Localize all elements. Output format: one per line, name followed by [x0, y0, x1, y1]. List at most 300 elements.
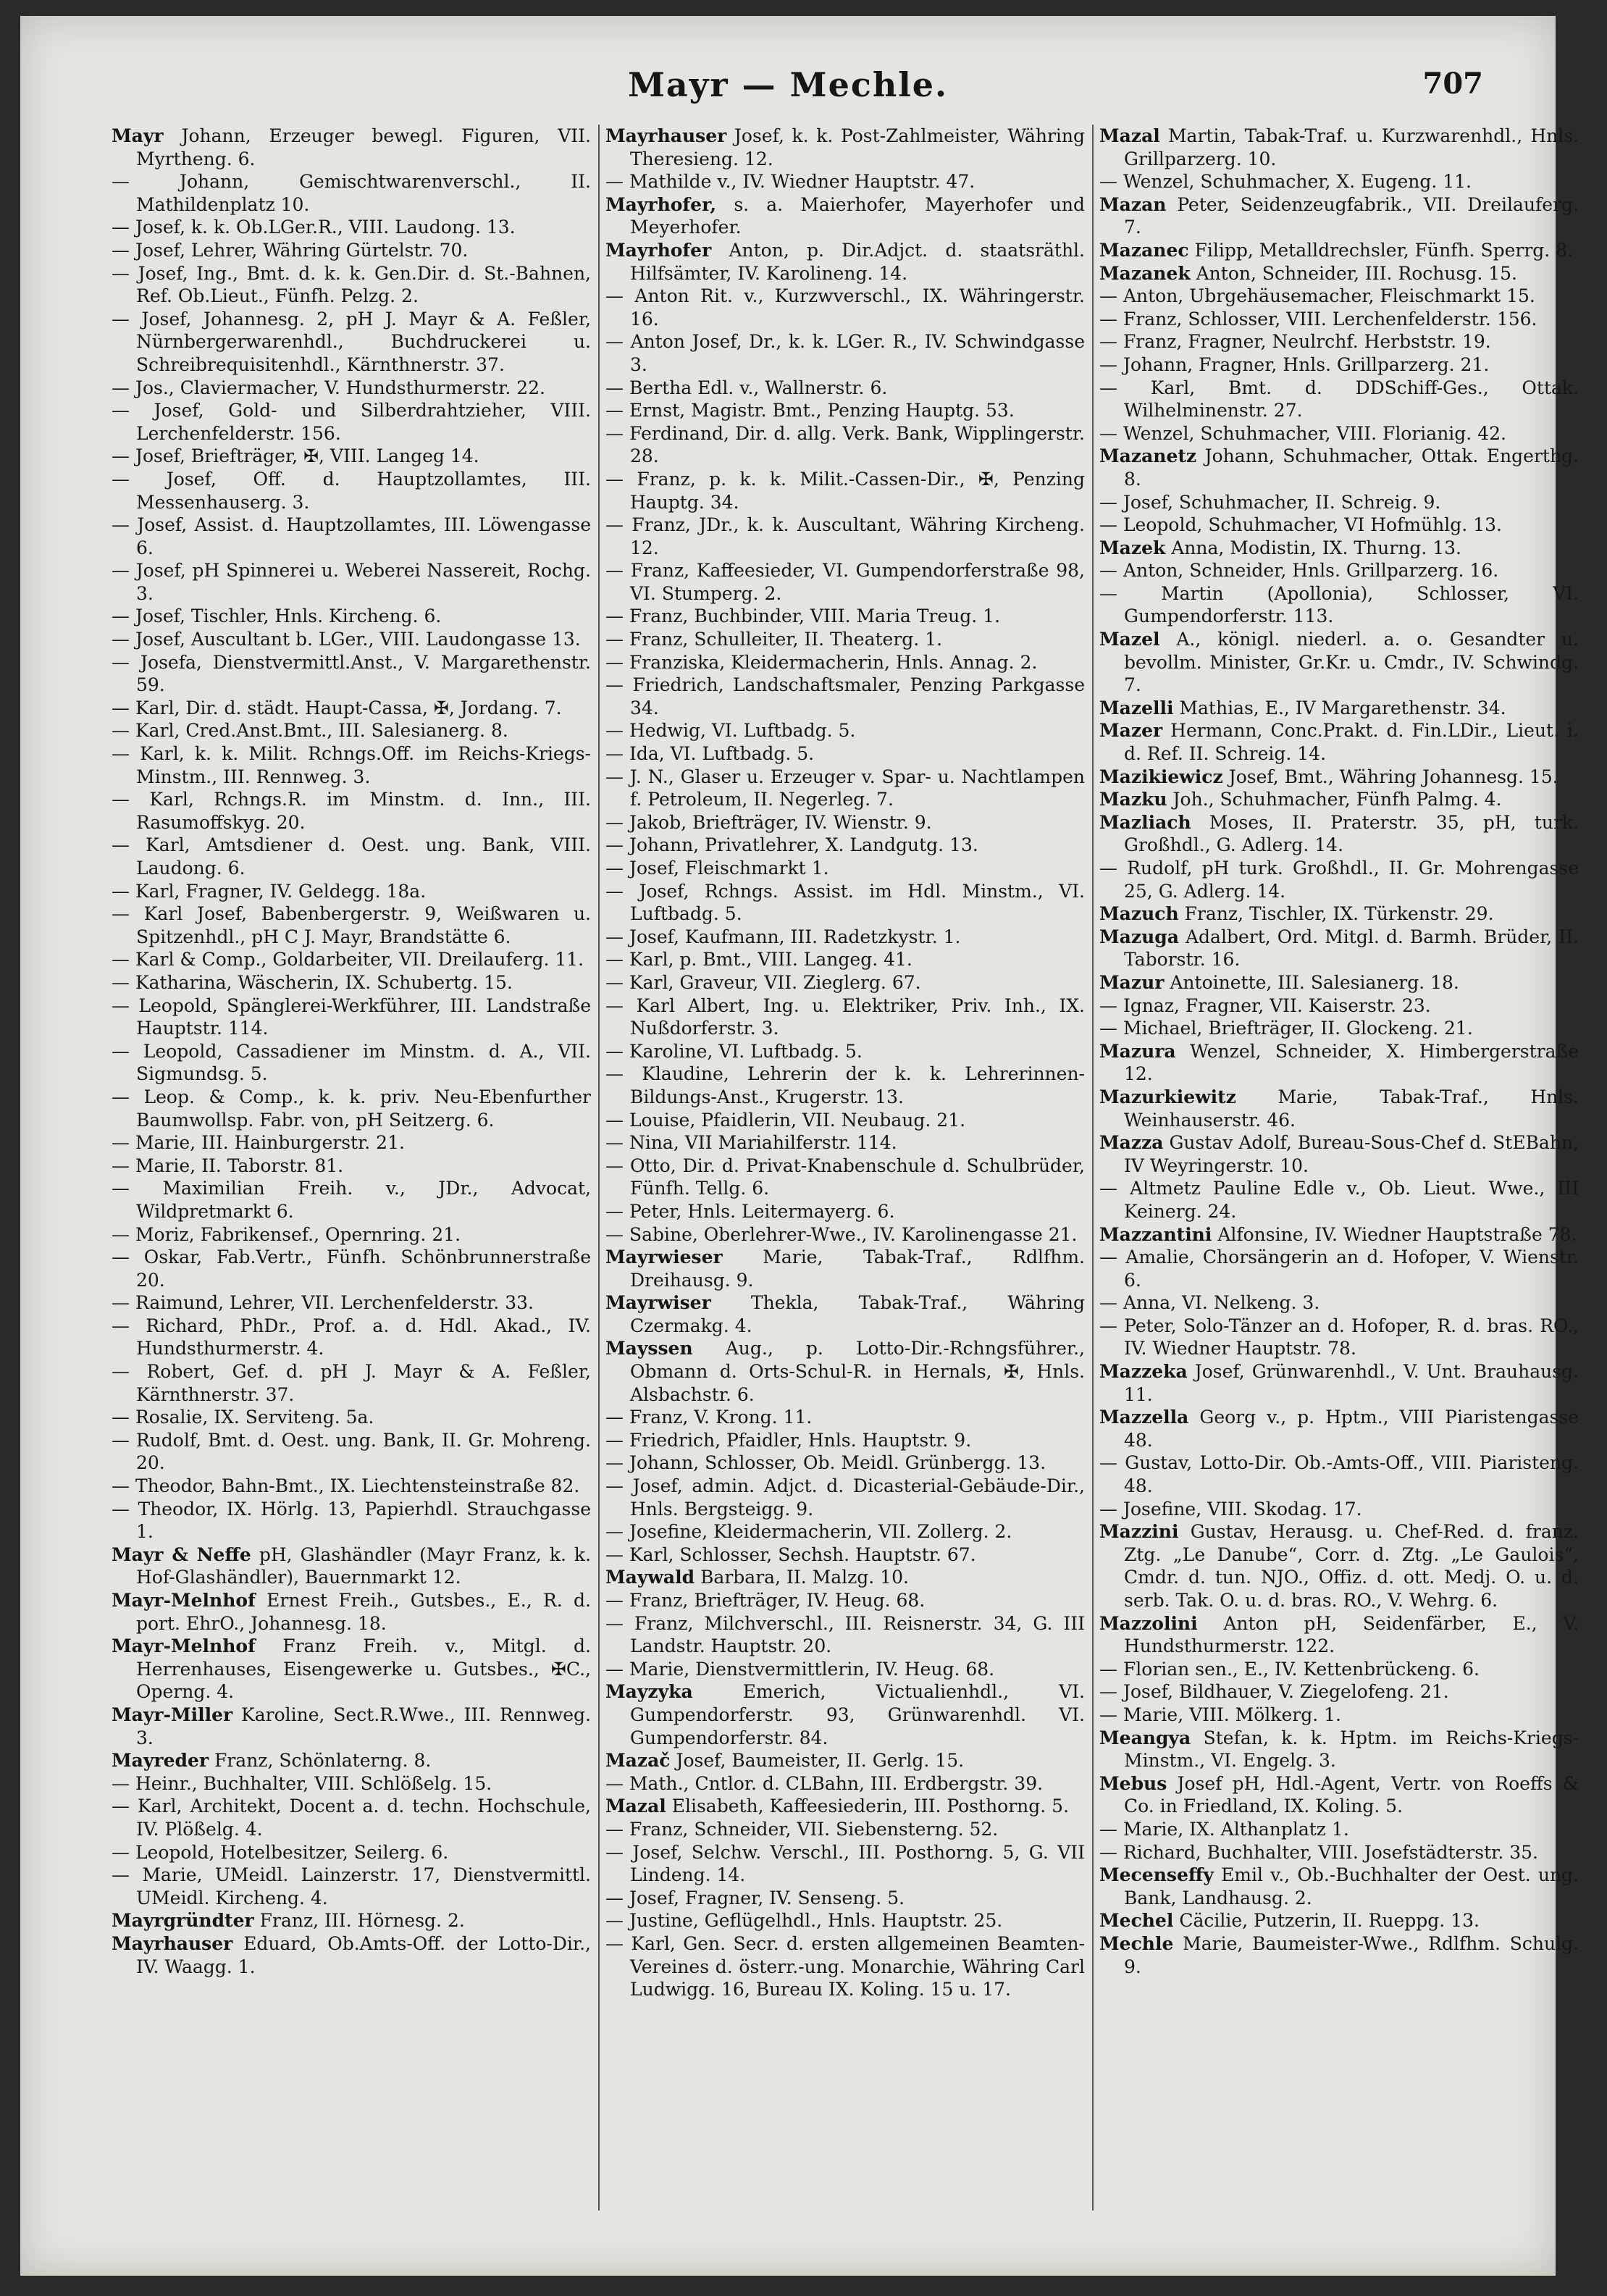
- entry-details: Anton pH, Seidenfärber, E., V. Hundsthurmerstr. 122.: [1124, 1612, 1579, 1657]
- directory-entry: [1099, 1246, 1579, 1291]
- directory-entry: [1099, 170, 1579, 193]
- entry-surname: Mayreder: [112, 1750, 209, 1772]
- entry-details: — Franz, Schulleiter, II. Theaterg. 1.: [605, 629, 943, 650]
- entry-surname: Mazura: [1099, 1040, 1176, 1062]
- directory-entry: [1099, 1520, 1579, 1612]
- entry-details: — Karl Josef, Babenbergerstr. 9, Weißwaren u. Spitzenhdl., pH C J. Mayr, Brandstätte 6.: [112, 903, 591, 947]
- entry-details: Anna, Modistin, IX. Thurng. 13.: [1171, 537, 1461, 558]
- entry-details: — Moriz, Fabrikensef., Opernring. 21.: [112, 1223, 461, 1245]
- directory-entry: [1099, 330, 1579, 353]
- directory-entry: [1099, 1451, 1579, 1497]
- entry-surname: Mazal: [1099, 125, 1160, 146]
- entry-details: Peter, Seidenzeugfabrik., VII. Dreilauferg. 7.: [1124, 193, 1579, 238]
- directory-entry: [112, 1223, 591, 1247]
- entry-details: — Anton Josef, Dr., k. k. LGer. R., IV. Schwindgasse 3.: [605, 331, 1085, 375]
- directory-entry: [1099, 1131, 1579, 1177]
- entry-details: — Josefine, VIII. Skodag. 17.: [1099, 1498, 1362, 1520]
- entry-details: — Josef, Off. d. Hauptzollamtes, III. Messenhauserg. 3.: [112, 468, 591, 513]
- entry-surname: Mazanetz: [1099, 445, 1197, 467]
- entry-details: — Josef, Kaufmann, III. Radetzkystr. 1.: [605, 926, 961, 947]
- entry-details: — Franz, p. k. k. Milit.-Cassen-Dir., ✠, Penzing Hauptg. 34.: [605, 468, 1085, 513]
- entry-surname: Mayrgründter: [112, 1910, 254, 1932]
- entry-details: — Maximilian Freih. v., JDr., Advocat, Wildpretmarkt 6.: [112, 1178, 591, 1222]
- directory-entry: [605, 193, 1085, 239]
- entry-details: — Josef, Fleischmarkt 1.: [605, 858, 829, 879]
- directory-entry: [1099, 1932, 1579, 1978]
- directory-entry: [112, 628, 591, 651]
- entry-details: — Franziska, Kleidermacherin, Hnls. Annag. 2.: [605, 651, 1038, 673]
- entry-surname: Mazurkiewitz: [1099, 1086, 1236, 1107]
- entry-surname: Mayssen: [605, 1338, 693, 1359]
- entry-details: — Karl, k. k. Milit. Rchngs.Off. im Reichs-Kriegs-Minstm., III. Rennweg. 3.: [112, 743, 591, 787]
- directory-entry: [112, 902, 591, 948]
- directory-entry: [1099, 811, 1579, 857]
- directory-entry: [1099, 1612, 1579, 1658]
- directory-entry: [1099, 537, 1579, 560]
- entry-surname: Mazel: [1099, 629, 1160, 650]
- entry-surname: Mazzeka: [1099, 1361, 1188, 1383]
- directory-entry: [1099, 422, 1579, 445]
- entry-surname: Mazuga: [1099, 926, 1179, 947]
- entry-surname: Mechel: [1099, 1910, 1174, 1932]
- directory-entry: [1099, 1772, 1579, 1818]
- directory-entry: [605, 1475, 1085, 1520]
- entry-details: — Josef, Tischler, Hnls. Kircheng. 6.: [112, 606, 442, 627]
- directory-entry: [112, 1543, 591, 1589]
- directory-entry: [605, 125, 1085, 170]
- directory-entry: [605, 1772, 1085, 1796]
- entry-surname: Mayrhauser: [112, 1932, 233, 1954]
- entry-details: — Josef, Fragner, IV. Senseng. 5.: [605, 1887, 905, 1909]
- directory-entry: [112, 1429, 591, 1475]
- entry-details: — Wenzel, Schuhmacher, X. Eugeng. 11.: [1099, 171, 1472, 193]
- directory-entry: [1099, 1040, 1579, 1086]
- directory-entry: [1099, 559, 1579, 582]
- directory-entry: [1099, 1017, 1579, 1040]
- entry-details: — Marie, VIII. Mölkerg. 1.: [1099, 1704, 1341, 1725]
- entry-surname: Mazku: [1099, 789, 1167, 810]
- entry-details: — Katharina, Wäscherin, IX. Schubertg. 15.: [112, 971, 513, 993]
- directory-entry: [1099, 1086, 1579, 1131]
- directory-entry: [1099, 697, 1579, 720]
- entry-details: — Karoline, VI. Luftbadg. 5.: [605, 1040, 863, 1062]
- directory-entry: [605, 742, 1085, 766]
- entry-surname: Mayr-Melnhof: [112, 1635, 256, 1657]
- directory-entry: [605, 1429, 1085, 1452]
- entry-details: — Franz, Kaffeesieder, VI. Gumpendorferstraße 98, VI. Stumperg. 2.: [605, 560, 1085, 604]
- entry-details: — Anton, Schneider, Hnls. Grillparzerg. 16.: [1099, 560, 1499, 582]
- directory-entry: [1099, 1841, 1579, 1864]
- entry-details: — Richard, Buchhalter, VIII. Josefstädterstr. 35.: [1099, 1841, 1538, 1863]
- entry-details: — Rudolf, Bmt. d. Oest. ung. Bank, II. Gr. Mohreng. 20.: [112, 1429, 591, 1474]
- directory-entry: [112, 834, 591, 879]
- entry-details: — Otto, Dir. d. Privat-Knabenschule d. Schulbrüder, Fünfh. Tellg. 6.: [605, 1155, 1085, 1199]
- directory-entry: [605, 926, 1085, 949]
- directory-entry: [112, 1040, 591, 1086]
- directory-entry: [112, 1635, 591, 1704]
- directory-entry: [112, 170, 591, 216]
- entry-details: — Ignaz, Fragner, VII. Kaiserstr. 23.: [1099, 994, 1431, 1016]
- entry-details: Cäcilie, Putzerin, II. Rueppg. 13.: [1179, 1910, 1480, 1932]
- entry-details: — Josef, Lehrer, Währing Gürtelstr. 70.: [112, 239, 469, 261]
- entry-details: Anton, Schneider, III. Rochusg. 15.: [1196, 262, 1517, 284]
- entry-details: Wenzel, Schneider, X. Himbergerstraße 12.: [1124, 1040, 1579, 1085]
- directory-entry: [112, 788, 591, 834]
- column-divider: [1092, 125, 1094, 2211]
- entry-surname: Mecenseffy: [1099, 1864, 1214, 1886]
- entry-details: Josef, k. k. Post-Zahlmeister, Währing Theresieng. 12.: [630, 125, 1085, 169]
- entry-details: Gustav Adolf, Bureau-Sous-Chef d. StEBahn, IV Weyringerstr. 10.: [1124, 1132, 1579, 1176]
- entry-details: Josef, Baumeister, II. Gerlg. 15.: [676, 1750, 965, 1772]
- directory-entry: [1099, 193, 1579, 239]
- directory-entry: [605, 1451, 1085, 1475]
- directory-entry: [112, 514, 591, 559]
- entry-details: — Rudolf, pH turk. Großhdl., II. Gr. Mohrengasse 25, G. Adlerg. 14.: [1099, 858, 1579, 902]
- directory-entry: [605, 857, 1085, 880]
- directory-entry: [112, 1246, 591, 1291]
- entry-details: — Karl, Architekt, Docent a. d. techn. Hochschule, IV. Plößelg. 4.: [112, 1796, 591, 1840]
- entry-details: — Franz, Schneider, VII. Siebensterng. 52.: [605, 1818, 999, 1840]
- entry-surname: Mazuch: [1099, 903, 1179, 925]
- entry-details: — Wenzel, Schuhmacher, VIII. Florianig. 42.: [1099, 422, 1506, 444]
- directory-entry: [605, 1040, 1085, 1063]
- entry-details: — Karl, Dir. d. städt. Haupt-Cassa, ✠, Jordang. 7.: [112, 697, 562, 718]
- entry-details: — Leop. & Comp., k. k. priv. Neu-Ebenfurther Baumwollsp. Fabr. von, pH Seitzerg. 6.: [112, 1086, 591, 1131]
- entry-details: — Michael, Briefträger, II. Glockeng. 21.: [1099, 1018, 1473, 1039]
- entry-surname: Mayrwiser: [605, 1292, 711, 1314]
- directory-entry: [112, 971, 591, 994]
- entry-details: s. a. Maierhofer, Mayerhofer und Meyerhofer.: [630, 193, 1085, 238]
- entry-surname: Mazzolini: [1099, 1612, 1198, 1634]
- entry-surname: Mazikiewicz: [1099, 766, 1223, 787]
- entry-details: Mathias, E., IV Margarethenstr. 34.: [1179, 697, 1506, 718]
- entry-details: — Josef, Ing., Bmt. d. k. k. Gen.Dir. d. St.-Bahnen, Ref. Ob.Lieut., Fünfh. Pelzg. 2.: [112, 262, 591, 307]
- entry-details: — Marie, IX. Althanplatz 1.: [1099, 1818, 1349, 1840]
- entry-details: — Gustav, Lotto-Dir. Ob.-Amts-Off., VIII. Piaristeng. 48.: [1099, 1452, 1579, 1497]
- directory-entry: [1099, 1315, 1579, 1360]
- entry-details: — Karl, Fragner, IV. Geldegg. 18a.: [112, 880, 427, 902]
- directory-entry: [112, 239, 591, 262]
- entry-surname: Mazzini: [1099, 1521, 1179, 1543]
- directory-entry: [605, 1406, 1085, 1429]
- directory-entry: [1099, 377, 1579, 422]
- entry-details: — Bertha Edl. v., Wallnerstr. 6.: [605, 377, 888, 398]
- directory-entry: [605, 628, 1085, 651]
- entry-details: Marie, Tabak-Traf., Rdlfhm. Dreihausg. 9.: [630, 1247, 1085, 1291]
- directory-entry: [112, 719, 591, 742]
- entry-details: — Marie, III. Hainburgerstr. 21.: [112, 1132, 405, 1154]
- entry-details: — Karl, Gen. Secr. d. ersten allgemeinen Beamten-Vereines d. österr.-ung. Monarchie, Währing Carl Ludwigg. 16, Bureau IX. Koling. 15 u. 17.: [605, 1932, 1085, 2000]
- entry-details: — Oskar, Fab.Vertr., Fünfh. Schönbrunnerstraße 20.: [112, 1247, 591, 1291]
- directory-entry: [605, 1818, 1085, 1841]
- entry-details: Thekla, Tabak-Traf., Währing Czermakg. 4.: [630, 1292, 1085, 1336]
- directory-entry: [1099, 1680, 1579, 1704]
- entry-details: — Amalie, Chorsängerin an d. Hofoper, V. Wienstr. 6.: [1099, 1247, 1579, 1291]
- entry-details: — Josef, Auscultant b. LGer., VIII. Laudongasse 13.: [112, 629, 581, 650]
- directory-entry: [1099, 788, 1579, 811]
- entry-details: — Karl, Cred.Anst.Bmt., III. Salesianerg. 8.: [112, 720, 508, 742]
- directory-entry: [605, 1658, 1085, 1681]
- entry-details: Franz, Tischler, IX. Türkenstr. 29.: [1184, 903, 1494, 925]
- directory-entry: [112, 377, 591, 400]
- entry-details: Josef, Bmt., Währing Johannesg. 15.: [1228, 766, 1558, 787]
- entry-details: Emerich, Victualienhdl., VI. Gumpendorferstr. 93, Grünwarenhdl. VI. Gumpendorferstr. 84.: [630, 1681, 1085, 1748]
- directory-entry: [605, 330, 1085, 376]
- entry-surname: Mayr-Melnhof: [112, 1590, 256, 1611]
- entry-surname: Mechle: [1099, 1932, 1174, 1954]
- entry-surname: Mayr: [112, 125, 164, 146]
- directory-entry: [112, 1498, 591, 1543]
- entry-details: — Marie, Dienstvermittlerin, IV. Heug. 68.: [605, 1658, 995, 1680]
- directory-entry: [112, 1315, 591, 1360]
- entry-details: — Marie, UMeidl. Lainzerstr. 17, Dienstvermittl. UMeidl. Kircheng. 4.: [112, 1864, 591, 1909]
- entry-details: Josef pH, Hdl.-Agent, Vertr. von Roeffs & Co. in Friedland, IX. Koling. 5.: [1124, 1772, 1579, 1817]
- entry-details: — Anton Rit. v., Kurzwverschl., IX. Währingerstr. 16.: [605, 285, 1085, 330]
- directory-entry: [605, 170, 1085, 193]
- directory-entry: [112, 216, 591, 239]
- entry-details: — Sabine, Oberlehrer-Wwe., IV. Karolinengasse 21.: [605, 1223, 1078, 1245]
- directory-entry: [605, 1909, 1085, 1932]
- entry-details: — Mathilde v., IV. Wiedner Hauptstr. 47.: [605, 171, 975, 193]
- directory-entry: [605, 994, 1085, 1040]
- entry-details: — Rosalie, IX. Serviteng. 5a.: [112, 1407, 374, 1428]
- entry-details: — Johann, Gemischtwarenverschl., II. Mathildenplatz 10.: [112, 171, 591, 215]
- entry-details: Stefan, k. k. Hptm. im Reichs-Kriegs-Minstm., VI. Engelg. 3.: [1124, 1727, 1579, 1772]
- directory-entry: [1099, 902, 1579, 926]
- column-divider: [598, 125, 600, 2211]
- directory-entry: [1099, 514, 1579, 537]
- entry-details: — Karl & Comp., Goldarbeiter, VII. Dreilauferg. 11.: [112, 949, 584, 971]
- entry-details: Marie, Baumeister-Wwe., Rdlfhm. Schulg. 9.: [1124, 1932, 1579, 1977]
- entry-details: Elisabeth, Kaffeesiederin, III. Posthorng. 5.: [671, 1796, 1070, 1817]
- directory-entry: [1099, 285, 1579, 308]
- entry-details: — Anna, VI. Nelkeng. 3.: [1099, 1292, 1320, 1314]
- entry-details: — Josef, Gold- und Silberdrahtzieher, VIII. Lerchenfelderstr. 156.: [112, 400, 591, 444]
- directory-entry: [605, 1887, 1085, 1910]
- page-header-title: Mayr — Mechle.: [627, 65, 949, 104]
- directory-entry: [112, 1795, 591, 1840]
- entry-details: — Anton, Ubrgehäusemacher, Fleischmarkt 15.: [1099, 285, 1535, 307]
- directory-entry: [605, 377, 1085, 400]
- directory-entry: [1099, 1360, 1579, 1406]
- directory-entry: [1099, 1223, 1579, 1247]
- entry-details: — Ernst, Magistr. Bmt., Penzing Hauptg. 53.: [605, 400, 1015, 422]
- entry-details: — Ferdinand, Dir. d. allg. Verk. Bank, Wipplingerstr. 28.: [605, 422, 1085, 467]
- directory-entry: [605, 514, 1085, 559]
- entry-details: Aug., p. Lotto-Dir.-Rchngsführer., Obmann d. Orts-Schul-R. in Hernals, ✠, Hnls. Alsbachstr. 6.: [630, 1338, 1085, 1405]
- entry-details: — Josef, Briefträger, ✠, VIII. Langeg 14.: [112, 445, 479, 467]
- entry-details: — Franz, Briefträger, IV. Heug. 68.: [605, 1590, 926, 1611]
- entry-details: — Johann, Fragner, Hnls. Grillparzerg. 21.: [1099, 353, 1490, 375]
- entry-details: Karoline, Sect.R.Wwe., III. Rennweg. 3.: [136, 1704, 591, 1748]
- directory-entry: [112, 1864, 591, 1909]
- entry-surname: Mazzella: [1099, 1407, 1189, 1428]
- entry-details: — Leopold, Spänglerei-Werkführer, III. Landstraße Hauptstr. 114.: [112, 994, 591, 1039]
- entry-details: — Karl, Rchngs.R. im Minstm. d. Inn., III. Rasumoffskyg. 20.: [112, 789, 591, 833]
- entry-details: — Theodor, IX. Hörlg. 13, Papierhdl. Strauchgasse 1.: [112, 1498, 591, 1543]
- directory-entry: [112, 1932, 591, 1978]
- entry-details: — Altmetz Pauline Edle v., Ob. Lieut. Wwe., III Keinerg. 24.: [1099, 1178, 1579, 1222]
- directory-entry: [605, 1543, 1085, 1567]
- directory-entry: [1099, 926, 1579, 971]
- entry-surname: Mayzyka: [605, 1681, 693, 1703]
- directory-entry: [1099, 239, 1579, 262]
- entry-details: — Karl, Graveur, VII. Zieglerg. 67.: [605, 971, 921, 993]
- entry-details: — Franz, Schlosser, VIII. Lerchenfelderstr. 156.: [1099, 308, 1537, 330]
- page-number: 707: [1422, 67, 1483, 101]
- entry-details: — Leopold, Hotelbesitzer, Seilerg. 6.: [112, 1841, 449, 1863]
- entry-details: Franz, III. Hörnesg. 2.: [259, 1910, 465, 1932]
- entry-details: — Louise, Pfaidlerin, VII. Neubaug. 21.: [605, 1109, 966, 1131]
- directory-entry: [605, 1223, 1085, 1247]
- entry-details: — Franz, V. Krong. 11.: [605, 1407, 813, 1428]
- directory-entry: [605, 399, 1085, 422]
- entry-surname: Mayr & Neffe: [112, 1543, 251, 1565]
- entry-surname: Mazza: [1099, 1132, 1164, 1154]
- directory-entry: [112, 262, 591, 308]
- directory-entry: [1099, 1864, 1579, 1909]
- entry-details: — Justine, Geflügelhdl., Hnls. Hauptstr. 25.: [605, 1910, 1003, 1932]
- entry-details: — J. N., Glaser u. Erzeuger v. Spar- u. Nachtlampen f. Petroleum, II. Negerleg. 7.: [605, 766, 1085, 810]
- entry-surname: Mazanek: [1099, 262, 1191, 284]
- directory-entry: [112, 1406, 591, 1429]
- entry-details: — Richard, PhDr., Prof. a. d. Hdl. Akad., IV. Hundsthurmerstr. 4.: [112, 1315, 591, 1359]
- directory-entry: [1099, 491, 1579, 514]
- directory-entry: [112, 651, 591, 697]
- directory-entry: [112, 1841, 591, 1864]
- entry-details: Marie, Tabak-Traf., Hnls. Weinhauserstr. 46.: [1124, 1086, 1579, 1131]
- entry-details: — Ida, VI. Luftbadg. 5.: [605, 743, 815, 765]
- entry-details: — Franz, Milchverschl., III. Reisnerstr. 34, G. III Landstr. Hauptstr. 20.: [605, 1612, 1085, 1657]
- directory-entry: [605, 1680, 1085, 1749]
- entry-details: Moses, II. Praterstr. 35, pH, turk. Großhdl., G. Adlerg. 14.: [1124, 811, 1579, 856]
- directory-entry: [112, 1177, 591, 1223]
- entry-details: Alfonsine, IV. Wiedner Hauptstraße 78.: [1217, 1223, 1577, 1245]
- entry-details: — Josef, Schuhmacher, II. Schreig. 9.: [1099, 491, 1441, 513]
- entry-surname: Maywald: [605, 1567, 695, 1588]
- entry-details: — Karl, Bmt. d. DDSchiff-Ges., Ottak. Wilhelminenstr. 27.: [1099, 377, 1579, 422]
- entry-details: Franz, Schönlaterng. 8.: [214, 1750, 432, 1772]
- directory-entry: [1099, 262, 1579, 285]
- entry-details: Johann, Erzeuger bewegl. Figuren, VII. Myrtheng. 6.: [136, 125, 591, 169]
- entry-details: Johann, Schuhmacher, Ottak. Engerthg. 8.: [1124, 445, 1579, 490]
- entry-details: — Hedwig, VI. Luftbadg. 5.: [605, 720, 856, 742]
- directory-entry: [112, 697, 591, 720]
- directory-page: [20, 16, 1579, 2276]
- entry-details: — Franz, Buchbinder, VIII. Maria Treug. 1.: [605, 606, 1001, 627]
- directory-entry: [605, 1337, 1085, 1406]
- entry-details: Joh., Schuhmacher, Fünfh Palmg. 4.: [1172, 789, 1502, 810]
- directory-column-3: [1099, 125, 1579, 2211]
- directory-entry: [605, 1131, 1085, 1155]
- entry-surname: Mazač: [605, 1750, 671, 1772]
- entry-details: Martin, Tabak-Traf. u. Kurzwarenhdl., Hnls. Grillparzerg. 10.: [1124, 125, 1579, 169]
- entry-details: — Johann, Privatlehrer, X. Landgutg. 13.: [605, 834, 978, 856]
- directory-entry: [605, 811, 1085, 834]
- directory-entry: [1099, 1406, 1579, 1451]
- entry-details: — Jakob, Briefträger, IV. Wienstr. 9.: [605, 811, 932, 833]
- directory-entry: [1099, 628, 1579, 697]
- entry-details: — Math., Cntlor. d. CLBahn, III. Erdbergstr. 39.: [605, 1772, 1044, 1794]
- entry-details: — Josef, pH Spinnerei u. Weberei Nassereit, Rochg. 3.: [112, 560, 591, 604]
- entry-details: Georg v., p. Hptm., VIII Piaristengasse 48.: [1124, 1407, 1579, 1451]
- entry-surname: Meangya: [1099, 1727, 1191, 1748]
- entry-details: — Leopold, Cassadiener im Minstm. d. A., VII. Sigmundsg. 5.: [112, 1040, 591, 1085]
- entry-details: — Marie, II. Taborstr. 81.: [112, 1155, 344, 1176]
- directory-entry: [605, 971, 1085, 994]
- entry-details: — Josef, admin. Adjct. d. Dicasterial-Gebäude-Dir., Hnls. Bergsteigg. 9.: [605, 1475, 1085, 1520]
- entry-details: — Josef, Assist. d. Hauptzollamtes, III. Löwengasse 6.: [112, 514, 591, 558]
- directory-entry: [112, 1131, 591, 1155]
- directory-entry: [1099, 1177, 1579, 1223]
- directory-entry: [605, 1841, 1085, 1887]
- entry-details: Hermann, Conc.Prakt. d. Fin.LDir., Lieut. i. d. Ref. II. Schreig. 14.: [1124, 720, 1579, 765]
- entry-surname: Mazur: [1099, 971, 1165, 993]
- directory-entry: [605, 285, 1085, 330]
- directory-entry: [605, 468, 1085, 514]
- directory-entry: [1099, 1498, 1579, 1521]
- entry-details: Barbara, II. Malzg. 10.: [700, 1567, 909, 1588]
- entry-details: — Friedrich, Landschaftsmaler, Penzing Parkgasse 34.: [605, 674, 1085, 718]
- entry-surname: Mazliach: [1099, 811, 1191, 833]
- directory-entry: [1099, 857, 1579, 902]
- entry-details: — Johann, Schlosser, Ob. Meidl. Grünbergg. 13.: [605, 1452, 1046, 1474]
- entry-details: — Karl, p. Bmt., VIII. Langeg. 41.: [605, 949, 912, 971]
- entry-details: — Josef, Bildhauer, V. Ziegelofeng. 21.: [1099, 1681, 1449, 1703]
- directory-entry: [112, 1360, 591, 1406]
- directory-entry: [112, 1704, 591, 1749]
- entry-details: — Karl Albert, Ing. u. Elektriker, Priv. Inh., IX. Nußdorferstr. 3.: [605, 994, 1085, 1039]
- directory-entry: [1099, 308, 1579, 331]
- directory-entry: [605, 422, 1085, 468]
- directory-entry: [605, 1200, 1085, 1223]
- directory-entry: [605, 559, 1085, 605]
- directory-entry: [112, 605, 591, 628]
- directory-entry: [605, 834, 1085, 857]
- directory-entry: [1099, 994, 1579, 1018]
- entry-details: Eduard, Ob.Amts-Off. der Lotto-Dir., IV. Waagg. 1.: [136, 1932, 591, 1977]
- entry-details: — Martin (Apollonia), Schlosser, VI. Gumpendorferstr. 113.: [1099, 582, 1579, 627]
- directory-entry: [605, 766, 1085, 811]
- directory-entry: [112, 559, 591, 605]
- directory-entry: [605, 1566, 1085, 1589]
- directory-entry: [605, 1612, 1085, 1658]
- entry-details: — Josef, k. k. Ob.LGer.R., VIII. Laudong. 13.: [112, 217, 516, 238]
- entry-details: Adalbert, Ord. Mitgl. d. Barmh. Brüder, II. Taborstr. 16.: [1124, 926, 1579, 971]
- directory-entry: [1099, 353, 1579, 377]
- directory-entry: [112, 125, 591, 170]
- directory-entry: [605, 1155, 1085, 1200]
- entry-details: — Josefine, Kleidermacherin, VII. Zollerg. 2.: [605, 1521, 1012, 1543]
- entry-details: Anton, p. Dir.Adjct. d. staatsräthl. Hilfsämter, IV. Karolineng. 14.: [630, 239, 1085, 284]
- entry-surname: Mayr-Miller: [112, 1704, 233, 1725]
- directory-entry: [112, 880, 591, 903]
- directory-entry: [112, 1589, 591, 1635]
- entry-details: — Josefa, Dienstvermittl.Anst., V. Margarethenstr. 59.: [112, 651, 591, 696]
- directory-entry: [605, 605, 1085, 628]
- directory-entry: [1099, 582, 1579, 628]
- directory-entry: [605, 1063, 1085, 1108]
- entry-details: — Leopold, Schuhmacher, VI Hofmühlg. 13.: [1099, 514, 1502, 536]
- directory-entry: [605, 1795, 1085, 1818]
- entry-details: Gustav, Herausg. u. Chef-Red. d. franz. Ztg. „Le Danube“, Corr. d. Ztg. „Le Gaulois“, Cmdr. d. tun. NJO., Offiz. d. ott. Medj. O. u. d. serb. Tak. O. u. d. bras. RO., V. Wehrg. 6.: [1124, 1521, 1579, 1611]
- directory-entry: [112, 1086, 591, 1131]
- entry-details: — Karl, Schlosser, Sechsh. Hauptstr. 67.: [605, 1543, 976, 1565]
- directory-entry: [1099, 445, 1579, 490]
- entry-details: — Josef, Rchngs. Assist. im Hdl. Minstm., VI. Luftbadg. 5.: [605, 880, 1085, 925]
- directory-entry: [112, 1475, 591, 1498]
- entry-details: Emil v., Ob.-Buchhalter der Oest. ung. Bank, Landhausg. 2.: [1124, 1864, 1579, 1909]
